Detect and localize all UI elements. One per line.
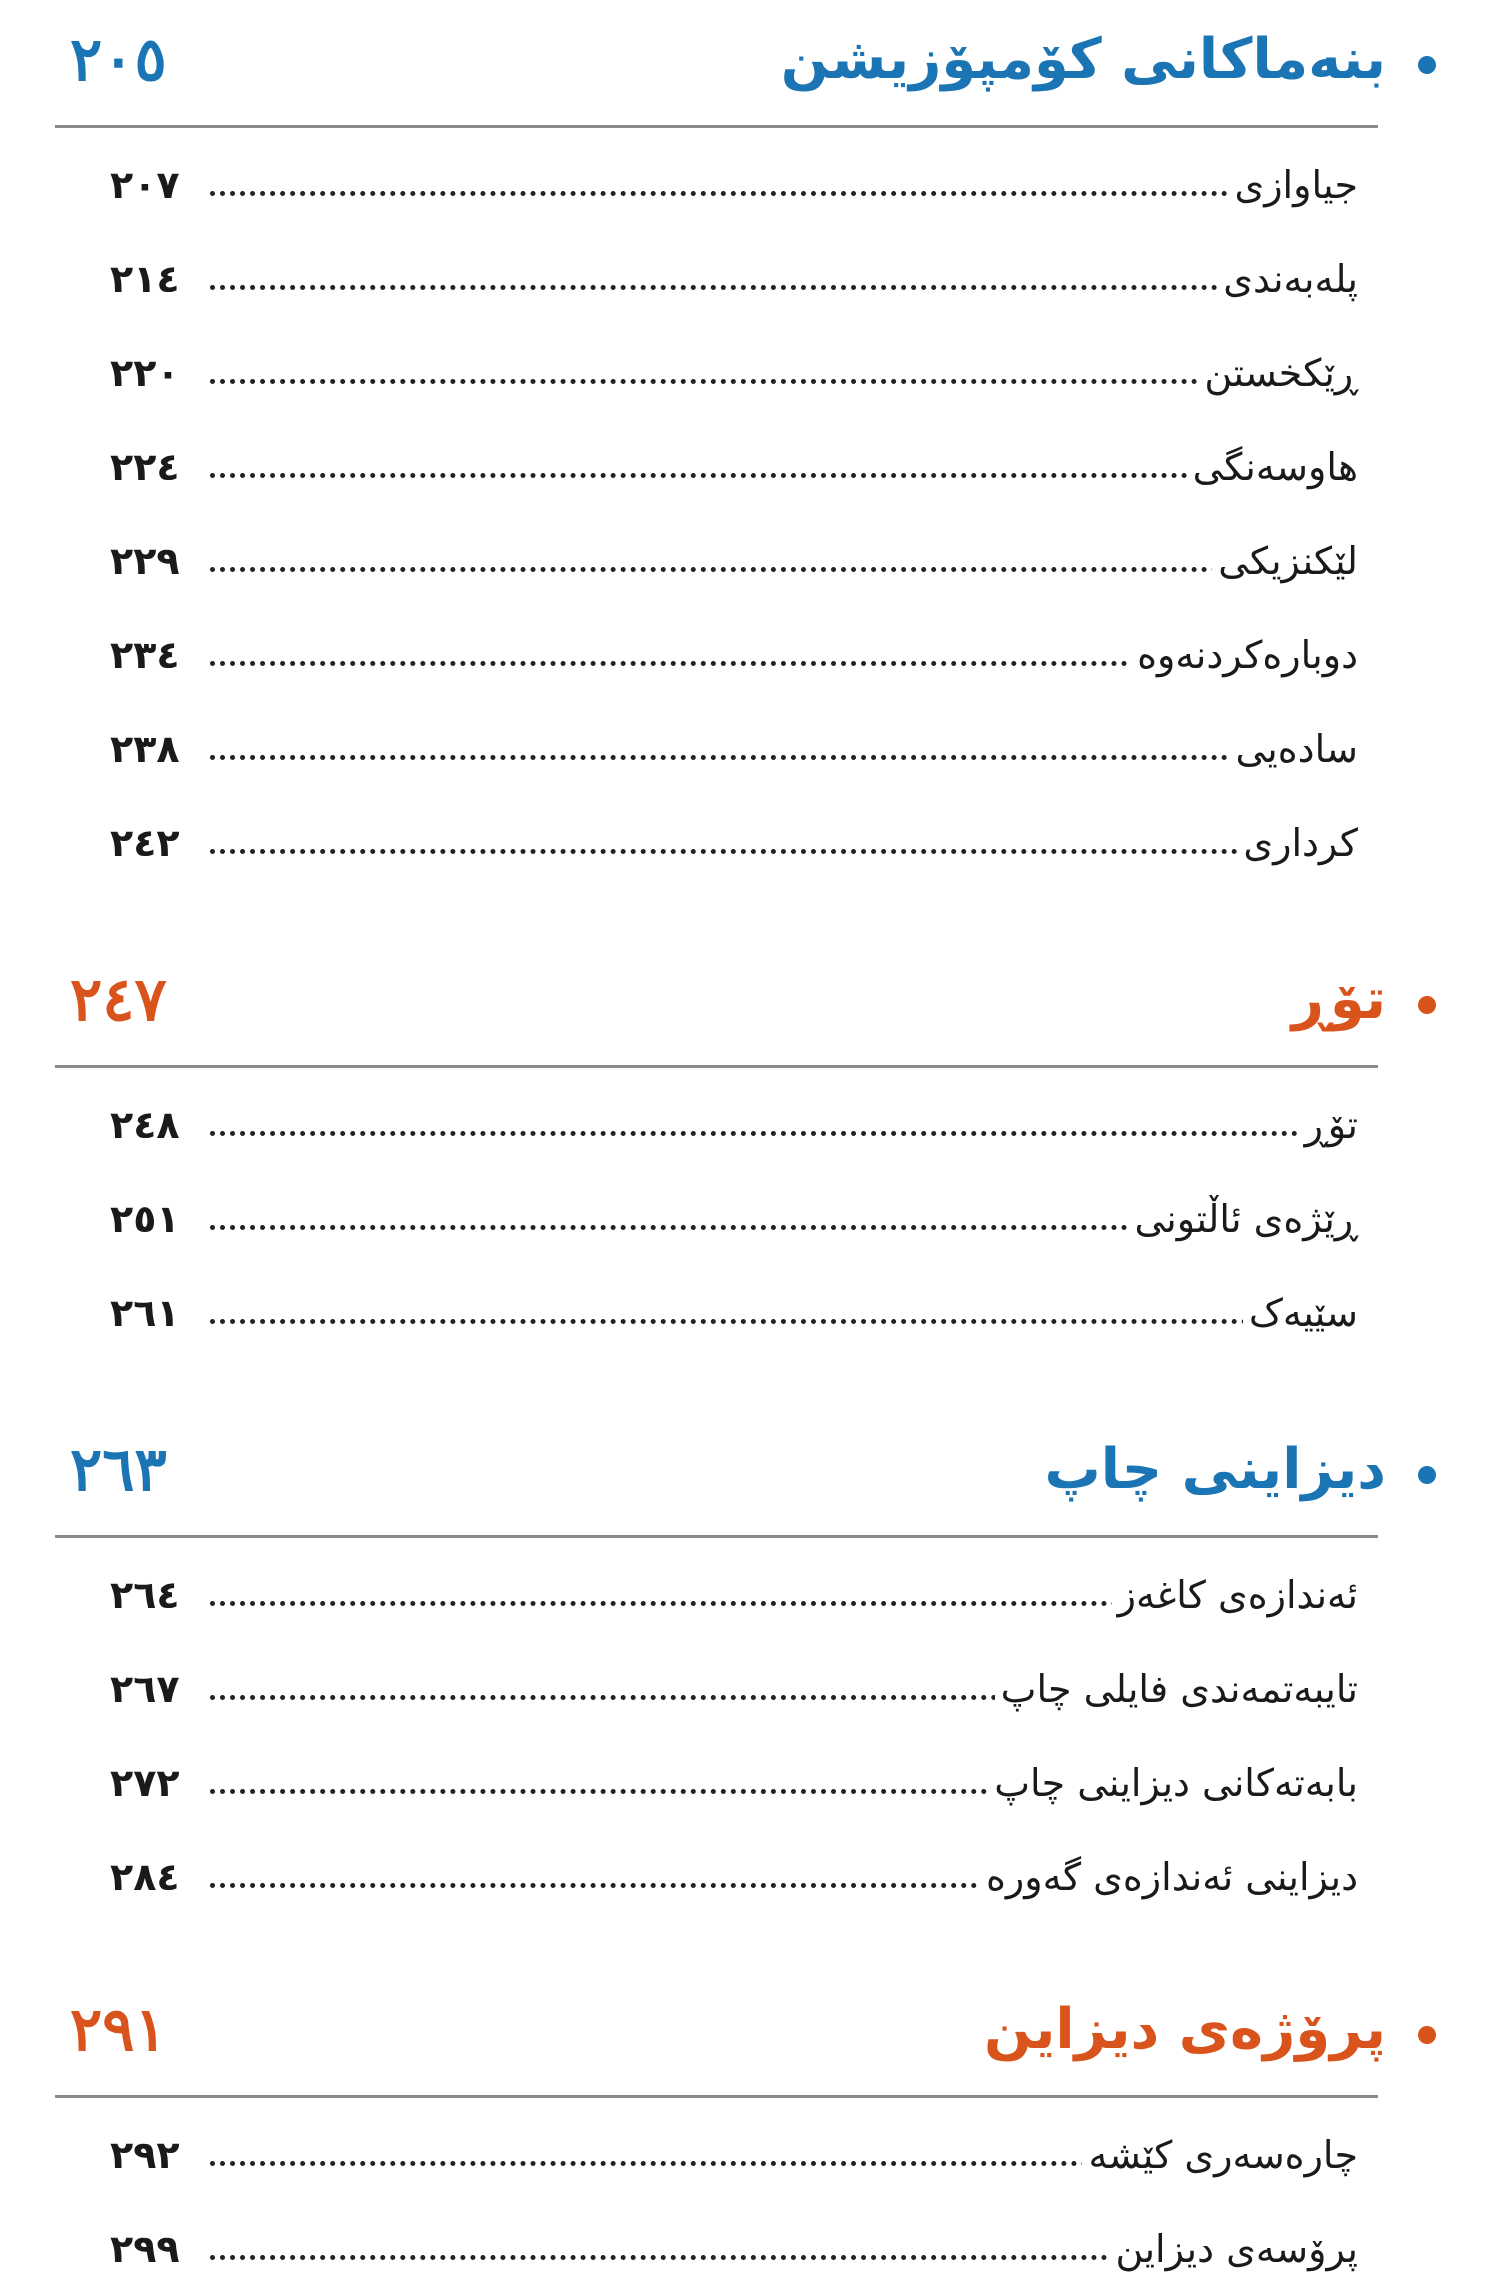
entry-label: پلەبەندی: [1217, 249, 1358, 309]
toc-entry[interactable]: [110, 1847, 1358, 1907]
entry-label: جیاوازی: [1228, 155, 1358, 215]
dot-leader: [210, 567, 1358, 572]
bullet-icon: [1418, 1466, 1436, 1484]
entry-page-number: ٢٥١: [110, 1197, 180, 1241]
entry-label: تۆڕ: [1299, 1095, 1358, 1155]
toc-entry[interactable]: [110, 625, 1358, 685]
entry-label: چارەسەری کێشە: [1082, 2125, 1358, 2185]
section-divider: [55, 2095, 1378, 2098]
toc-entry[interactable]: [110, 719, 1358, 779]
toc-entry[interactable]: [110, 437, 1358, 497]
entry-label: لێکنزیکی: [1212, 531, 1358, 591]
toc-entry[interactable]: [110, 1565, 1358, 1625]
toc-entry[interactable]: [110, 2125, 1358, 2185]
toc-entry[interactable]: [110, 1659, 1358, 1719]
dot-leader: [210, 1131, 1358, 1136]
bullet-icon: [1418, 56, 1436, 74]
entry-page-number: ٢٢٠: [110, 351, 180, 395]
toc-entry[interactable]: [110, 155, 1358, 215]
section-title: پرۆژەی دیزاین: [983, 1997, 1386, 2062]
entry-page-number: ٢٣٤: [110, 633, 180, 677]
dot-leader: [210, 285, 1358, 290]
entry-page-number: ٢٩٢: [110, 2133, 180, 2177]
entry-label: ڕێکخستن: [1198, 343, 1358, 403]
section-page-number: ٢٦٣: [70, 1435, 167, 1505]
dot-leader: [210, 849, 1358, 854]
entry-label: بابەتەکانی دیزاینی چاپ: [988, 1753, 1358, 1813]
toc-entry[interactable]: [110, 1189, 1358, 1249]
entry-page-number: ٢٧٢: [110, 1761, 180, 1805]
toc-entry[interactable]: [110, 1283, 1358, 1343]
section-divider: [55, 125, 1378, 128]
section-page-number: ٢٩١: [70, 1995, 167, 2065]
entry-page-number: ٢٤٢: [110, 821, 180, 865]
entry-page-number: ٢٦١: [110, 1291, 180, 1335]
section-divider: [55, 1065, 1378, 1068]
section-header: [0, 1430, 1496, 1540]
dot-leader: [210, 755, 1358, 760]
entry-label: سادەیی: [1230, 719, 1359, 779]
entry-label: تایبەتمەندی فایلی چاپ: [995, 1659, 1358, 1719]
toc-entry[interactable]: [110, 343, 1358, 403]
entry-page-number: ٢٠٧: [110, 163, 180, 207]
section-page-number: ٢٠٥: [70, 25, 167, 95]
section-header: [0, 960, 1496, 1070]
entry-page-number: ٢٢٩: [110, 539, 180, 583]
entry-label: دیزاینی ئەندازەی گەورە: [980, 1847, 1358, 1907]
toc-entry[interactable]: [110, 531, 1358, 591]
entry-page-number: ٢٦٤: [110, 1573, 180, 1617]
entry-label: ئەندازەی کاغەز: [1112, 1565, 1358, 1625]
section-header: [0, 20, 1496, 130]
entry-label: هاوسەنگی: [1187, 437, 1358, 497]
entry-page-number: ٢٦٧: [110, 1667, 180, 1711]
section-page-number: ٢٤٧: [70, 965, 167, 1035]
bullet-icon: [1418, 996, 1436, 1014]
entry-page-number: ٢٣٨: [110, 727, 180, 771]
entry-page-number: ٢٤٨: [110, 1103, 180, 1147]
entry-label: ڕێژەی ئاڵتونی: [1128, 1189, 1358, 1249]
section-divider: [55, 1535, 1378, 1538]
section-title: بنەماکانی کۆمپۆزیشن: [780, 27, 1386, 92]
dot-leader: [210, 1319, 1358, 1324]
toc-entry[interactable]: [110, 813, 1358, 873]
entry-page-number: ٢١٤: [110, 257, 180, 301]
entry-label: سێیەک: [1243, 1283, 1358, 1343]
section-title: تۆڕ: [1291, 967, 1386, 1032]
entry-label: کرداری: [1237, 813, 1358, 873]
dot-leader: [210, 191, 1358, 196]
section-header: [0, 1990, 1496, 2100]
entry-page-number: ٢٨٤: [110, 1855, 180, 1899]
toc-entry[interactable]: [110, 249, 1358, 309]
toc-entry[interactable]: [110, 1753, 1358, 1813]
toc-entry[interactable]: [110, 1095, 1358, 1155]
entry-label: پرۆسەی دیزاین: [1110, 2219, 1358, 2279]
entry-page-number: ٢٢٤: [110, 445, 180, 489]
bullet-icon: [1418, 2026, 1436, 2044]
toc-entry[interactable]: [110, 2219, 1358, 2279]
section-title: دیزاینی چاپ: [1044, 1437, 1386, 1502]
entry-page-number: ٢٩٩: [110, 2227, 180, 2271]
entry-label: دوبارەکردنەوە: [1131, 625, 1358, 685]
dot-leader: [210, 379, 1358, 384]
